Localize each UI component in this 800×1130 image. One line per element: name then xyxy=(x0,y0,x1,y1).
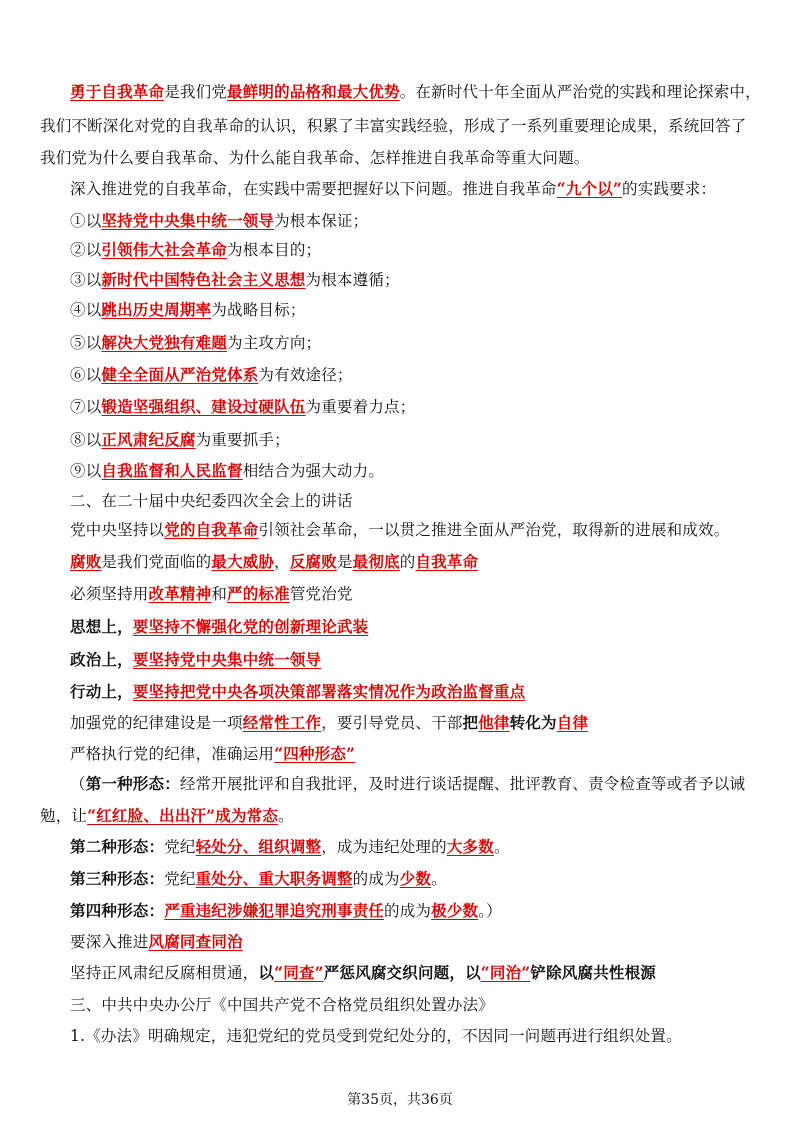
text-segment: 管党治党 xyxy=(289,585,353,603)
bold-text: 行动上， xyxy=(70,682,133,701)
text-line xyxy=(70,298,770,322)
highlighted-text: 党的自我革命 xyxy=(164,520,259,539)
text-line xyxy=(70,363,770,387)
highlighted-text: 锻造坚强组织、建设过硬队伍 xyxy=(101,397,306,416)
text-segment: ①以 xyxy=(70,212,102,230)
text-segment: 引领社会革命，一以贯之推进全面从严治党，取得新的进展和成效。 xyxy=(258,521,730,539)
text-line xyxy=(70,680,770,704)
text-line xyxy=(70,268,770,292)
text-segment: 是我们党 xyxy=(164,83,228,101)
text-segment: 为根本保证； xyxy=(274,212,369,230)
highlighted-text: 大多数 xyxy=(446,837,494,856)
text-segment: ⑤以 xyxy=(70,334,102,352)
highlighted-text: 要坚持不懈强化党的创新理论武装 xyxy=(132,617,369,636)
highlighted-text: 最鲜明的品格和最大优势 xyxy=(227,82,400,101)
text-line xyxy=(70,428,770,452)
text-line xyxy=(40,114,770,138)
highlighted-text: 轻处分、组织调整 xyxy=(195,837,322,856)
text-segment: ③以 xyxy=(70,271,102,289)
highlighted-text: 勇于自我革命 xyxy=(70,82,165,101)
text-segment: 党纪 xyxy=(164,870,196,888)
highlighted-text: “四种形态” xyxy=(274,744,356,763)
highlighted-text: “同治” xyxy=(480,963,531,982)
text-line xyxy=(70,867,770,891)
text-segment: ④以 xyxy=(70,301,102,319)
highlighted-text: 坚持党中央集中统一领导 xyxy=(101,211,275,230)
text-segment: 的实践要求： xyxy=(622,180,717,198)
bold-text: 思想上， xyxy=(70,617,133,636)
text-segment: 的 xyxy=(399,553,416,571)
text-segment: 。 xyxy=(278,807,294,825)
section-heading xyxy=(70,993,770,1017)
text-segment: 的成为 xyxy=(352,870,400,888)
highlighted-text: 新时代中国特色社会主义思想 xyxy=(101,270,306,289)
highlighted-text: 腐败 xyxy=(70,552,102,571)
text-segment: ，成为违纪处理的 xyxy=(321,838,447,856)
text-segment: 三、中共中央办公厅《中国共产党不合格党员组织处置办法》 xyxy=(70,996,494,1014)
highlighted-text: 自我革命 xyxy=(415,552,479,571)
text-segment: 加强党的纪律建设是一项 xyxy=(70,714,243,732)
highlighted-text: “同查” xyxy=(274,963,324,982)
text-segment: 为根本遵循； xyxy=(305,271,400,289)
bold-text: 转化为 xyxy=(509,713,557,732)
text-segment: （ xyxy=(70,775,86,793)
text-segment: 是我们党面临的 xyxy=(101,553,212,571)
text-segment: ⑦以 xyxy=(70,398,102,416)
highlighted-text: 健全全面从严治党体系 xyxy=(101,365,259,384)
text-line xyxy=(40,146,770,170)
text-segment: ⑧以 xyxy=(70,431,102,449)
bold-text: 第三种形态： xyxy=(70,869,165,888)
highlighted-text: 风腐同查同治 xyxy=(148,932,243,951)
text-line xyxy=(70,648,770,672)
text-line xyxy=(70,1024,770,1048)
text-segment: 是 xyxy=(336,553,353,571)
text-segment: 为有效途径； xyxy=(258,366,353,384)
text-segment: 为根本目的； xyxy=(227,241,322,259)
text-line xyxy=(70,930,770,954)
text-line xyxy=(70,615,770,639)
highlighted-text: 自律 xyxy=(556,713,589,732)
bold-text: 第一种形态： xyxy=(85,774,180,793)
text-segment: 。在新时代十年全面从严治党的实践和理论探索中， xyxy=(399,83,761,101)
highlighted-text: 最大威胁 xyxy=(211,552,275,571)
text-segment: ，要引导党员、干部 xyxy=(321,714,463,732)
highlighted-text: 经常性工作 xyxy=(242,713,322,732)
page-number: 第35页，共36页 xyxy=(347,1092,453,1108)
text-line xyxy=(70,177,770,201)
highlighted-text: 重处分、重大职务调整 xyxy=(195,869,353,888)
text-line xyxy=(40,804,770,828)
text-segment: ⑨以 xyxy=(70,462,102,480)
text-segment: 深入推进党的自我革命，在实践中需要把握好以下问题。推进自我革命 xyxy=(70,180,557,198)
text-segment: 党纪 xyxy=(164,838,196,856)
text-segment: 的成为 xyxy=(384,902,432,920)
text-line xyxy=(70,550,770,574)
text-segment: 坚持正风肃纪反腐相贯通， xyxy=(70,964,259,982)
bold-text: 第四种形态： xyxy=(70,901,165,920)
bold-text: 第二种形态： xyxy=(70,837,165,856)
text-line xyxy=(70,395,770,419)
bold-text: 政治上， xyxy=(70,650,133,669)
text-segment: 要深入推进 xyxy=(70,933,149,951)
text-segment: 相结合为强大动力。 xyxy=(242,462,385,480)
text-segment: 。） xyxy=(478,902,502,920)
highlighted-text: 引领伟大社会革命 xyxy=(101,240,228,259)
highlighted-text: 自我监督和人民监督 xyxy=(101,461,243,480)
highlighted-text: 正风肃纪反腐 xyxy=(101,430,196,449)
text-segment: 必须坚持用 xyxy=(70,585,149,603)
text-segment: 。 xyxy=(431,870,447,888)
text-segment: 二、在二十届中央纪委四次全会上的讲话 xyxy=(70,492,353,510)
text-line xyxy=(70,518,770,542)
text-segment: 为重要抓手； xyxy=(195,431,290,449)
bold-text: 把 xyxy=(462,713,479,732)
text-line xyxy=(70,331,770,355)
section-heading xyxy=(70,489,770,513)
text-segment: ， xyxy=(274,553,290,571)
text-line xyxy=(70,961,770,985)
text-segment: 为战略目标； xyxy=(211,301,306,319)
text-line xyxy=(70,582,770,606)
text-line xyxy=(70,238,770,262)
highlighted-text: 他律 xyxy=(478,713,510,732)
bold-text: 铲除风腐共性根源 xyxy=(530,963,657,982)
highlighted-text: 跳出历史周期率 xyxy=(101,300,212,319)
text-segment: 和 xyxy=(211,585,228,603)
highlighted-text: 反腐败 xyxy=(289,552,337,571)
text-segment: 经常开展批评和自我批评，及时进行谈话提醒、批评教育、责令检查等或者予以诫 xyxy=(179,775,746,793)
highlighted-text: “九个以” xyxy=(556,179,623,198)
highlighted-text: 少数 xyxy=(399,869,432,888)
text-line xyxy=(70,835,770,859)
text-line xyxy=(70,80,770,104)
text-segment: ②以 xyxy=(70,241,102,259)
text-segment: 我们不断深化对党的自我革命的认识，积累了丰富实践经验，形成了一系列重要理论成果，系统回答了 xyxy=(40,117,747,135)
text-segment: 党中央坚持以 xyxy=(70,521,165,539)
text-line xyxy=(70,899,770,923)
text-line xyxy=(70,459,770,483)
bold-text: 严惩风腐交织问题， xyxy=(323,963,466,982)
highlighted-text: “红红脸、出出汗”成为常态 xyxy=(87,806,279,825)
text-segment: 1.《办法》明确规定，违犯党纪的党员受到党纪处分的，不因同一问题再进行组织处置。 xyxy=(70,1027,682,1045)
text-segment: 为重要着力点； xyxy=(305,398,416,416)
text-segment: 勉，让 xyxy=(40,807,88,825)
text-segment: ⑥以 xyxy=(70,366,102,384)
text-line xyxy=(70,742,770,766)
text-segment: 。 xyxy=(493,838,510,856)
highlighted-text: 解决大党独有难题 xyxy=(101,333,228,352)
text-segment: 为主攻方向； xyxy=(227,334,322,352)
highlighted-text: 严的标准 xyxy=(227,584,290,603)
text-segment: 严格执行党的纪律，准确运用 xyxy=(70,745,275,763)
bold-text: 以 xyxy=(258,963,275,982)
highlighted-text: 要坚持党中央集中统一领导 xyxy=(132,650,322,669)
text-segment: 我们党为什么要自我革命、为什么能自我革命、怎样推进自我革命等重大问题。 xyxy=(40,149,590,167)
highlighted-text: 最彻底 xyxy=(352,552,400,571)
text-line xyxy=(70,209,770,233)
highlighted-text: 极少数 xyxy=(431,901,479,920)
highlighted-text: 要坚持把党中央各项决策部署落实情况作为政治监督重点 xyxy=(132,682,526,701)
highlighted-text: 改革精神 xyxy=(148,584,212,603)
text-line xyxy=(70,772,770,796)
bold-text: 以 xyxy=(465,963,481,982)
text-line xyxy=(70,711,770,735)
highlighted-text: 严重违纪涉嫌犯罪追究刑事责任 xyxy=(164,901,385,920)
